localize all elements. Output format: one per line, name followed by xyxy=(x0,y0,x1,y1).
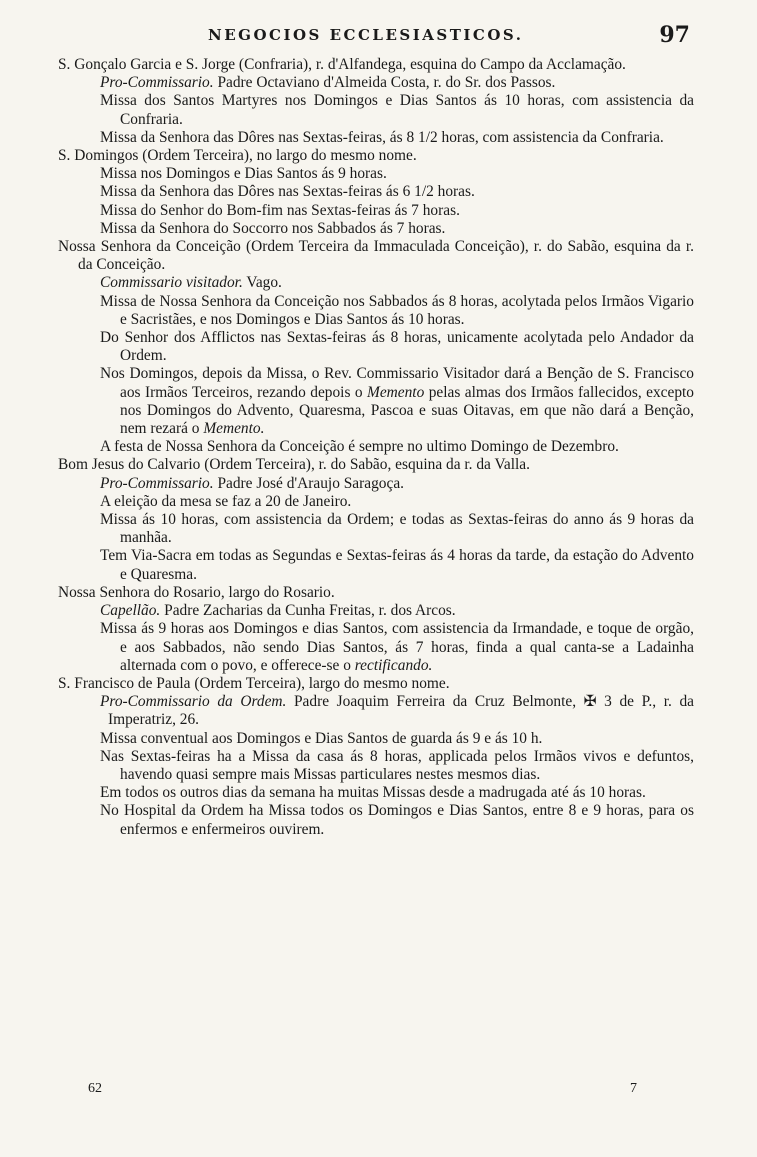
page-number: 97 xyxy=(659,22,690,48)
officer-text: Padre Joaquim Ferreira da Cruz Belmonte, ✠ 3 de P., r. da Imperatriz, 26. xyxy=(108,693,694,729)
entry-title: Nossa Senhora da Conceição (Ordem Terceira da Immaculada Conceição), r. do Sabão, esquina da r. da Conceição. xyxy=(58,238,694,274)
officer-role: Commissario visitador. xyxy=(100,274,243,292)
mass-line xyxy=(58,620,694,675)
running-title: NEGOCIOS ECCLESIASTICOS. xyxy=(208,26,524,44)
entry-s-domingos xyxy=(58,147,694,238)
mass-line: Missa conventual aos Domingos e Dias Santos de guarda ás 9 e ás 10 h. xyxy=(100,729,543,747)
mass-line: Missa da Senhora das Dôres nas Sextas-feiras ás 6 1/2 horas. xyxy=(100,183,475,201)
entry-nossa-senhora-rosario xyxy=(58,584,694,675)
entry-title: S. Francisco de Paula (Ordem Terceira), largo do mesmo nome. xyxy=(58,674,450,692)
mass-line: Missa do Senhor do Bom-fim nas Sextas-feiras ás 7 horas. xyxy=(100,201,460,219)
officer-text: Vago. xyxy=(246,274,282,292)
officer-text: Padre Zacharias da Cunha Freitas, r. dos Arcos. xyxy=(164,602,456,620)
entry-nossa-senhora-conceicao xyxy=(58,238,694,456)
mass-line: A eleição da mesa se faz a 20 de Janeiro. xyxy=(100,492,352,510)
mass-line: Missa ás 10 horas, com assistencia da Ordem; e todas as Sextas-feiras do anno ás 9 horas da manhãa. xyxy=(100,511,694,547)
officer-text: Padre Octaviano d'Almeida Costa, r. do Sr. dos Passos. xyxy=(217,74,556,92)
mass-line: Missa da Senhora do Soccorro nos Sabbados ás 7 horas. xyxy=(100,219,446,237)
memento-term: Memento. xyxy=(203,420,265,438)
mass-line: Nas Sextas-feiras ha a Missa da casa ás 8 horas, applicada pelos Irmãos vivos e defuntos, havendo quasi sempre mais Missas particulares nestes mesmos dias. xyxy=(100,747,694,783)
officer-line xyxy=(58,602,694,620)
page-footer xyxy=(58,1081,694,1101)
signature-mark: 62 xyxy=(88,1081,102,1096)
officer-line xyxy=(58,693,694,729)
officer-role: Pro-Commissario da Ordem. xyxy=(100,693,287,711)
entry-s-goncalo-garcia xyxy=(58,56,694,147)
officer-line xyxy=(58,274,694,292)
officer-role: Pro-Commissario. xyxy=(100,474,214,492)
benediction-text: Nos Domingos, depois da Missa, o Rev. Commissario Visitador dará a Benção de S. Francisco aos Irmãos Terceiros, rezando depois o xyxy=(100,365,694,401)
entry-title: S. Gonçalo Garcia e S. Jorge (Confraria), r. d'Alfandega, esquina do Campo da Acclamação. xyxy=(58,56,626,73)
officer-line xyxy=(58,74,694,92)
feast-line: A festa de Nossa Senhora da Conceição é sempre no ultimo Domingo de Dezembro. xyxy=(100,438,619,456)
page-body xyxy=(58,56,694,839)
entry-s-francisco-paula xyxy=(58,675,694,839)
entry-title: S. Domingos (Ordem Terceira), no largo do mesmo nome. xyxy=(58,147,417,165)
benediction-line xyxy=(58,365,694,438)
entry-bom-jesus-calvario xyxy=(58,456,694,583)
rectificando-term: rectificando. xyxy=(354,656,433,674)
officer-text: Padre José d'Araujo Saragoça. xyxy=(217,474,404,492)
mass-text: Missa ás 9 horas aos Domingos e dias Santos, com assistencia da Irmandade, e toque de orgão, e aos Sabbados, não sendo Dias Santos, ás 7 horas, finda a qual canta-se a Ladainha alternada com o povo, e offerece-se o xyxy=(100,620,694,674)
mass-line: Missa de Nossa Senhora da Conceição nos Sabbados ás 8 horas, acolytada pelos Irmãos Vigario e Sacristães, e nos Domingos e Dias Santos ás 10 horas. xyxy=(100,292,694,328)
entry-title: Nossa Senhora do Rosario, largo do Rosario. xyxy=(58,583,335,601)
mass-line: Em todos os outros dias da semana ha muitas Missas desde a madrugada até ás 10 horas. xyxy=(100,784,646,802)
mass-line: Tem Via-Sacra em todas as Segundas e Sextas-feiras ás 4 horas da tarde, da estação do Advento e Quaresma. xyxy=(100,547,694,583)
officer-line xyxy=(58,475,694,493)
entry-title: Bom Jesus do Calvario (Ordem Terceira), r. do Sabão, esquina da r. da Valla. xyxy=(58,456,530,474)
mass-line: Do Senhor dos Afflictos nas Sextas-feiras ás 8 horas, unicamente acolytada pelo Andador da Ordem. xyxy=(100,329,694,365)
mass-line: Missa nos Domingos e Dias Santos ás 9 horas. xyxy=(100,165,387,183)
sheet-number: 7 xyxy=(630,1081,637,1096)
memento-term: Memento xyxy=(367,383,425,401)
mass-line: No Hospital da Ordem ha Missa todos os Domingos e Dias Santos, entre 8 e 9 horas, para os enfermos e enfermeiros ouvirem. xyxy=(100,802,694,838)
officer-role: Pro-Commissario. xyxy=(100,74,214,92)
benediction-text: pelas almas dos Irmãos fallecidos, excepto nos Domingos do Advento, Quaresma, Pascoa e suas Oitavas, em que não dará a Benção, nem rezará o xyxy=(120,383,694,438)
officer-role: Capellão. xyxy=(100,602,161,620)
page-header xyxy=(60,22,690,52)
mass-line: Missa dos Santos Martyres nos Domingos e Dias Santos ás 10 horas, com assistencia da Confraria. xyxy=(100,92,694,128)
mass-line: Missa da Senhora das Dôres nas Sextas-feiras, ás 8 1/2 horas, com assistencia da Confraria. xyxy=(100,128,664,146)
